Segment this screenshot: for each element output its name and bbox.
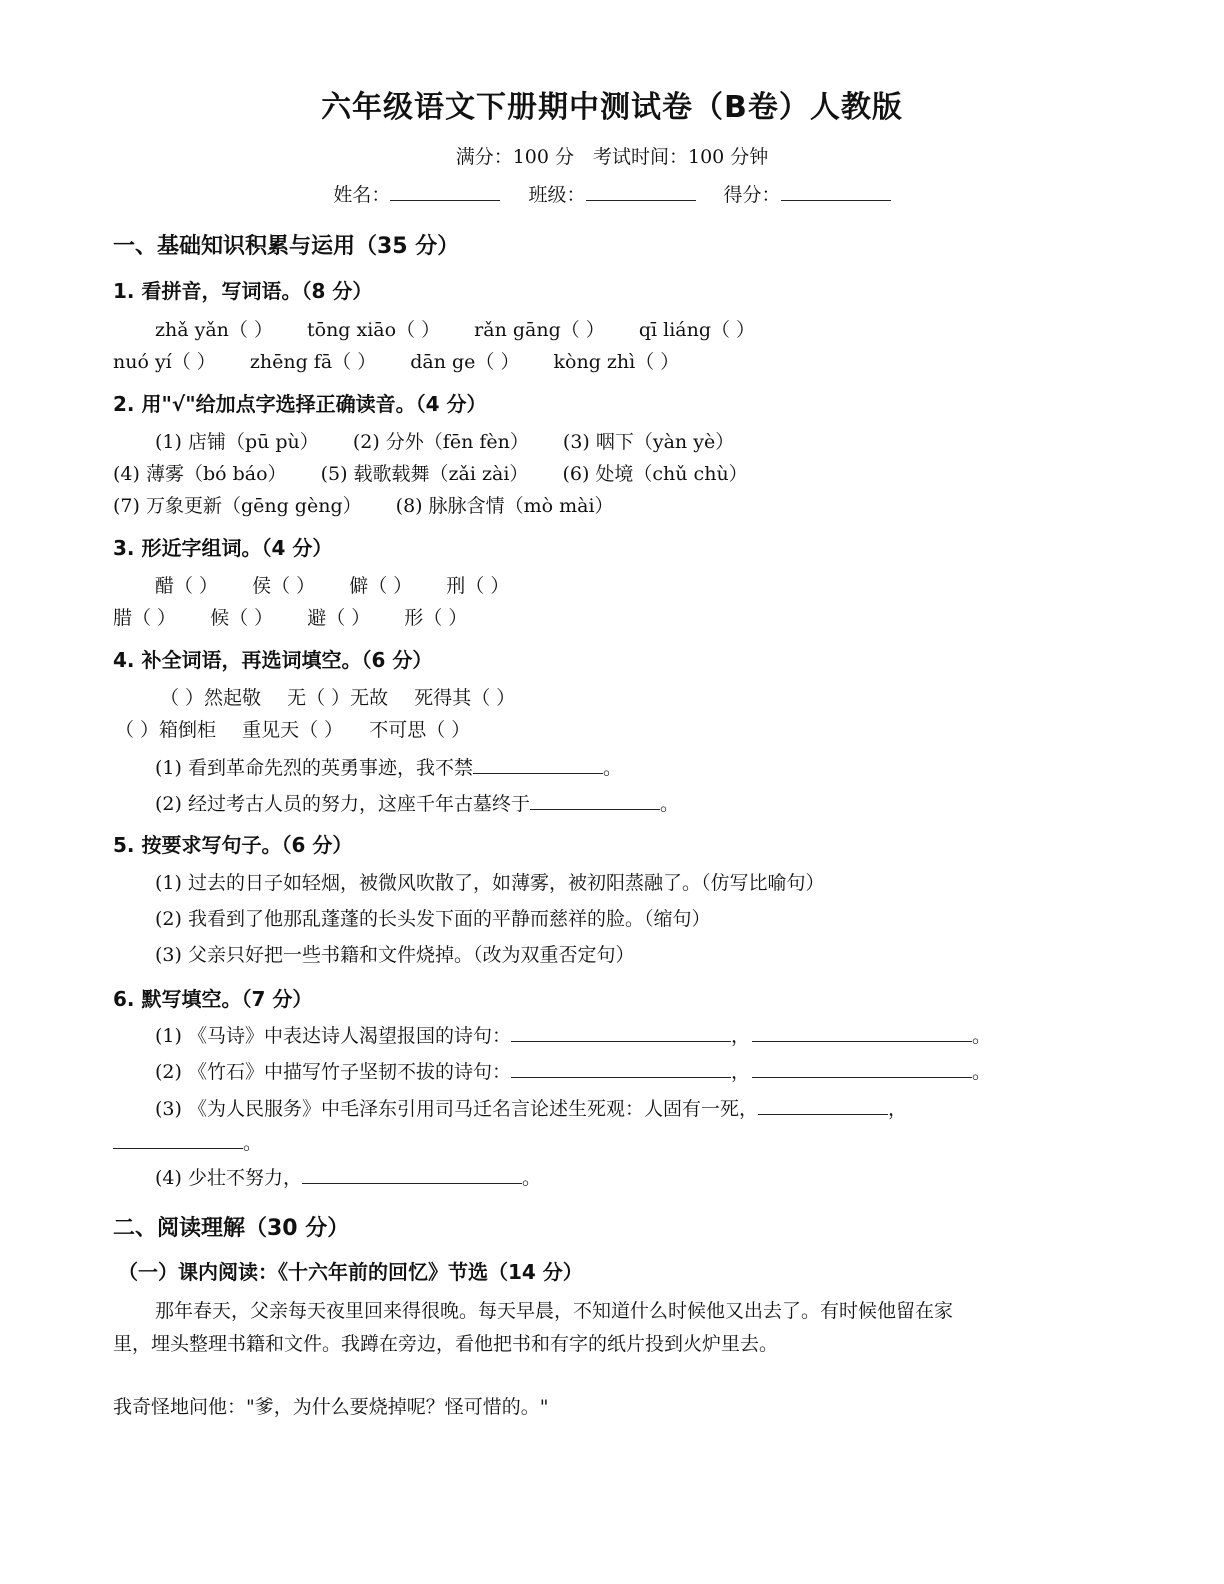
char-item: 避（ ） <box>307 607 371 629</box>
pinyin-item: zhēng fā（ ） <box>249 351 377 373</box>
pinyin-item: rǎn gāng（ ） <box>474 319 605 341</box>
answer-blank[interactable] <box>752 1059 972 1078</box>
poem-fill-2: (2) 《竹石》中描写竹子坚韧不拔的诗句： ， 。 <box>155 1061 991 1083</box>
answer-blank[interactable] <box>113 1130 243 1149</box>
answer-blank[interactable] <box>752 1023 972 1042</box>
question-3-heading: 3. 形近字组词。（4 分） <box>113 536 333 560</box>
answer-blank[interactable] <box>758 1096 888 1115</box>
pinyin-item: kòng zhì（ ） <box>553 351 680 373</box>
idiom-row-1 <box>160 683 515 710</box>
idiom-row-2 <box>115 715 470 742</box>
reading-item: (8) 脉脉含情（mò mài） <box>395 495 614 517</box>
reading-part-1-heading: （一）课内阅读：《十六年前的回忆》节选（14 分） <box>118 1260 583 1284</box>
pinyin-item: nuó yí（ ） <box>113 351 216 373</box>
name-label: 姓名： <box>333 184 391 206</box>
pinyin-item: qī liáng（ ） <box>638 319 756 341</box>
char-item: 候（ ） <box>210 607 274 629</box>
poem-fill-3: (3) 《为人民服务》中毛泽东引用司马迁名言论述生死观：人固有一死， ， <box>155 1098 907 1120</box>
reading-row-3 <box>113 491 614 518</box>
pinyin-item: tōng xiāo（ ） <box>307 319 441 341</box>
idiom-item: 无（ ）无故 <box>287 687 389 709</box>
char-row-2 <box>113 603 467 630</box>
passage-line-3: 我奇怪地问他："爹，为什么要烧掉呢？怪可惜的。" <box>113 1396 549 1418</box>
reading-item: (5) 载歌载舞（zǎi zài） <box>320 463 529 485</box>
reading-item: (6) 处境（chǔ chù） <box>562 463 748 485</box>
reading-item: (3) 咽下（yàn yè） <box>562 431 735 453</box>
char-item: 侯（ ） <box>252 575 316 597</box>
section-1-heading: 一、基础知识积累与运用（35 分） <box>113 234 460 259</box>
pinyin-item: zhǎ yǎn（ ） <box>155 319 273 341</box>
answer-blank[interactable] <box>473 755 603 774</box>
reading-item: (7) 万象更新（gēng gèng） <box>113 495 362 517</box>
poem-fill-3-cont: 。 <box>113 1128 262 1155</box>
char-row-1 <box>155 571 509 598</box>
answer-blank[interactable] <box>302 1165 522 1184</box>
sentence-task-1: (1) 过去的日子如轻烟，被微风吹散了，如薄雾，被初阳蒸融了。（仿写比喻句） <box>155 872 825 894</box>
answer-blank[interactable] <box>530 791 660 810</box>
student-info-row <box>0 180 1224 207</box>
poem-fill-1: (1) 《马诗》中表达诗人渴望报国的诗句： ， 。 <box>155 1025 991 1047</box>
question-6-heading: 6. 默写填空。（7 分） <box>113 987 313 1011</box>
reading-item: (1) 店铺（pū pù） <box>155 431 319 453</box>
passage-line-1: 那年春天，父亲每天夜里回来得很晚。每天早晨，不知道什么时候他又出去了。有时候他留在家 <box>155 1300 954 1322</box>
exam-info: 满分：100 分 考试时间：100 分钟 <box>455 146 769 168</box>
pinyin-row-1 <box>155 315 755 342</box>
question-1-heading: 1. 看拼音，写词语。（8 分） <box>113 279 373 303</box>
fill-sentence-2: (2) 经过考古人员的努力，这座千年古墓终于 。 <box>155 793 679 815</box>
class-blank[interactable] <box>586 182 696 201</box>
reading-item: (4) 薄雾（bó báo） <box>113 463 287 485</box>
idiom-item: 重见天（ ） <box>242 719 344 741</box>
passage-line-2: 里，埋头整理书籍和文件。我蹲在旁边，看他把书和有字的纸片投到火炉里去。 <box>113 1333 779 1355</box>
page-title: 六年级语文下册期中测试卷（B卷）人教版 <box>321 90 903 125</box>
score-blank[interactable] <box>781 182 891 201</box>
fill-sentence-1: (1) 看到革命先烈的英勇事迹，我不禁 。 <box>155 757 622 779</box>
char-item: 刑（ ） <box>446 575 510 597</box>
sentence-task-3: (3) 父亲只好把一些书籍和文件烧掉。（改为双重否定句） <box>155 944 635 966</box>
question-5-heading: 5. 按要求写句子。（6 分） <box>113 833 353 857</box>
poem-fill-4: (4) 少壮不努力， 。 <box>155 1167 541 1189</box>
char-item: 醋（ ） <box>155 575 219 597</box>
answer-blank[interactable] <box>511 1059 731 1078</box>
idiom-item: （ ）然起敬 <box>160 687 262 709</box>
char-item: 僻（ ） <box>349 575 413 597</box>
reading-row-1 <box>155 427 734 454</box>
idiom-item: （ ）箱倒柜 <box>115 719 217 741</box>
sentence-task-2: (2) 我看到了他那乱蓬蓬的长头发下面的平静而慈祥的脸。（缩句） <box>155 908 711 930</box>
reading-row-2 <box>113 459 748 486</box>
section-2-heading: 二、阅读理解（30 分） <box>113 1216 350 1241</box>
char-item: 形（ ） <box>404 607 468 629</box>
pinyin-item: dān ge（ ） <box>410 351 520 373</box>
class-label: 班级： <box>528 184 586 206</box>
reading-item: (2) 分外（fēn fèn） <box>352 431 529 453</box>
name-blank[interactable] <box>390 182 500 201</box>
idiom-item: 死得其（ ） <box>414 687 516 709</box>
char-item: 腊（ ） <box>113 607 177 629</box>
answer-blank[interactable] <box>511 1023 731 1042</box>
pinyin-row-2 <box>113 347 679 374</box>
question-4-heading: 4. 补全词语，再选词填空。（6 分） <box>113 648 433 672</box>
question-2-heading: 2. 用"√"给加点字选择正确读音。（4 分） <box>113 392 487 416</box>
idiom-item: 不可思（ ） <box>369 719 471 741</box>
score-label: 得分： <box>723 184 781 206</box>
